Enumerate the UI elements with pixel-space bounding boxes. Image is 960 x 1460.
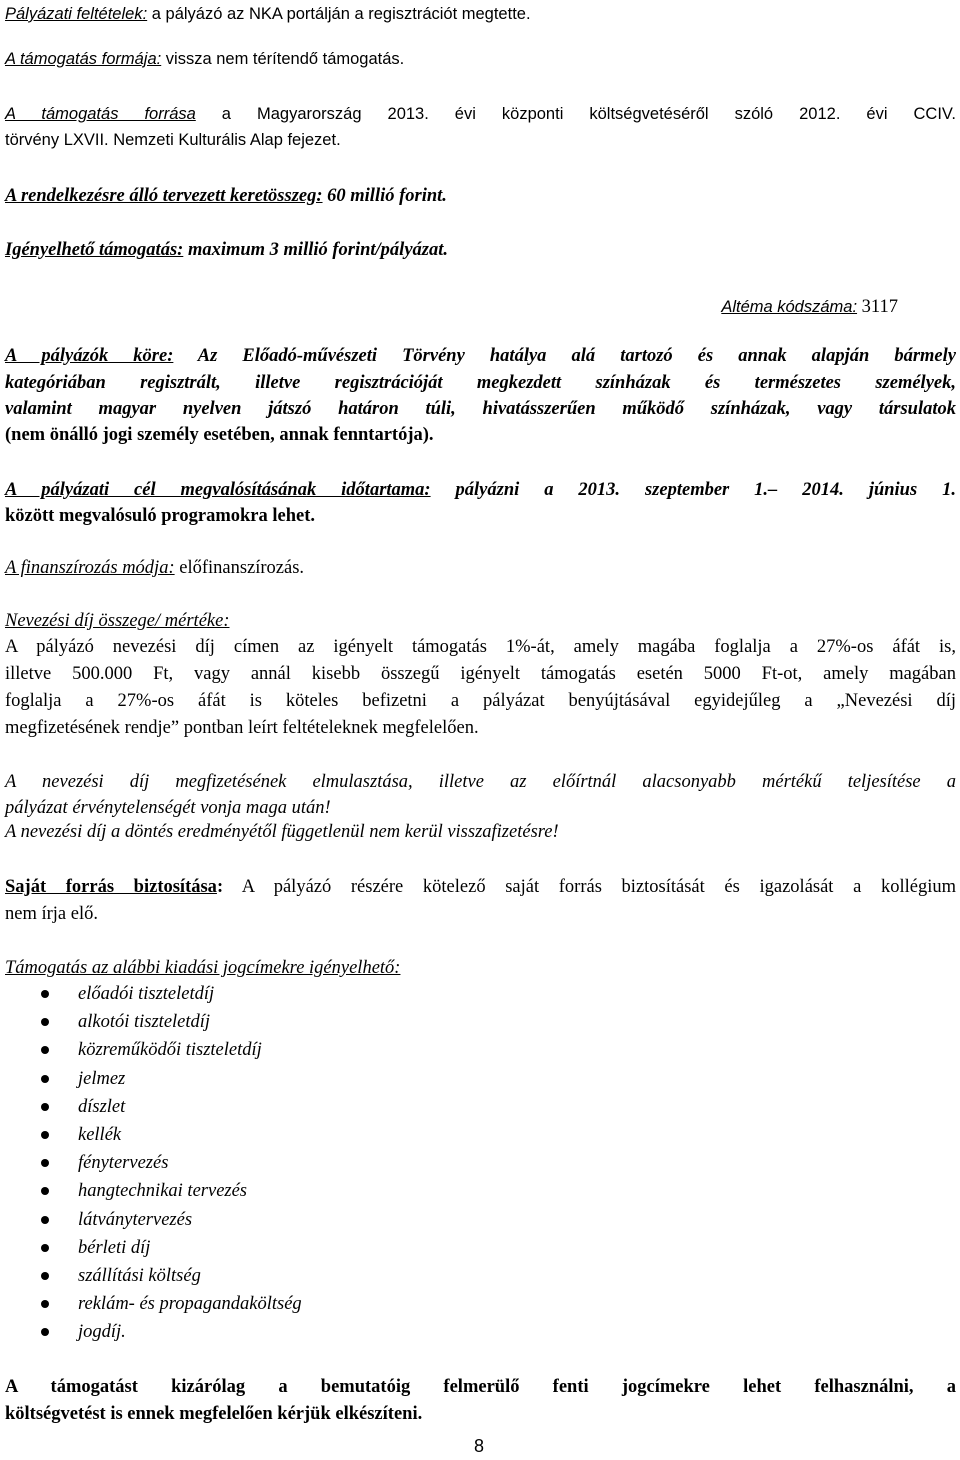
entry-fee-text1: A pályázó nevezési díj címen az igényelt támogatás 1%-át, amely magába foglalja a 27%-os áfát is, (5, 637, 956, 657)
list-item (5, 1290, 302, 1318)
own-source-line2 (5, 902, 98, 926)
bullet-icon (41, 1187, 49, 1195)
applicants-line3 (5, 397, 956, 421)
paragraph-budget (5, 184, 447, 208)
subtopic-code-label: Altéma kódszáma: (721, 298, 858, 316)
subtopic-code-value: 3117 (857, 297, 898, 317)
applicants-label: A pályázók köre: (5, 346, 174, 366)
applicants-line2 (5, 371, 956, 395)
bullet-icon (41, 1075, 49, 1083)
cost-categories-label: Támogatás az alábbi kiadási jogcímekre igényelhető: (5, 958, 401, 978)
financing-text: előfinanszírozás. (174, 558, 305, 578)
applicants-text2: kategóriában regisztrált, illetve regisztrációját megkezdett színházak és természetes személyek, (5, 373, 956, 393)
conditions-label: Pályázati feltételek: (5, 5, 148, 23)
warning-line1 (5, 770, 956, 794)
paragraph-support-form (5, 47, 404, 71)
list-item (5, 1318, 302, 1346)
closing-line1 (5, 1375, 956, 1399)
warning-line2 (5, 796, 331, 820)
subtopic-code (721, 295, 898, 319)
duration-label: A pályázati cél megvalósításának időtartama: (5, 480, 431, 500)
list-item-text: jogdíj. (78, 1322, 126, 1343)
support-source-text1: a Magyarország 2013. évi központi költségvetéséről szóló 2012. évi CCIV. (195, 105, 956, 123)
list-item-text: díszlet (78, 1096, 126, 1117)
list-item-text: reklám- és propagandaköltség (78, 1294, 302, 1315)
list-item-text: közreműködői tiszteletdíj (78, 1040, 262, 1061)
list-item (5, 1234, 302, 1262)
support-source-text2: törvény LXVII. Nemzeti Kulturális Alap fejezet. (5, 131, 341, 149)
budget-text: 60 millió forint. (322, 186, 447, 206)
cost-categories-list (5, 980, 302, 1346)
warning-text3: A nevezési díj a döntés eredményétől függetlenül nem kerül visszafizetésre! (5, 822, 559, 842)
bullet-icon (41, 1328, 49, 1336)
entry-fee-text2: illetve 500.000 Ft, vagy annál kisebb összegű igényelt támogatás esetén 5000 Ft-ot, amely magában (5, 664, 956, 684)
warning-line3 (5, 820, 559, 844)
own-source-text2: nem írja elő. (5, 904, 98, 924)
applicants-text1: Az Előadó-művészeti Törvény hatálya alá tartozó és annak alapján bármely (173, 346, 956, 366)
applicants-text3: valamint magyar nyelven játszó határon túli, hivatásszerűen működő színházak, vagy társulatok (5, 399, 956, 419)
list-item (5, 1065, 302, 1093)
entry-fee-label: Nevezési díj összege/ mértéke: (5, 611, 230, 631)
financing-mode (5, 556, 304, 580)
max-support-label: Igényelhető támogatás: (5, 240, 184, 260)
list-item (5, 1093, 302, 1121)
support-form-text: vissza nem térítendő támogatás. (161, 50, 405, 68)
list-item-text: kellék (78, 1124, 122, 1145)
support-source-label: A támogatás forrása (5, 105, 196, 123)
list-item-text: előadói tiszteletdíj (78, 984, 215, 1004)
own-source-label: Saját forrás biztosítása (5, 877, 217, 897)
list-item-text: látványtervezés (78, 1209, 193, 1230)
own-source-line1 (5, 875, 956, 899)
duration-text1: pályázni a 2013. szeptember 1.– 2014. június 1. (430, 480, 956, 500)
paragraph-support-source-line1 (5, 102, 956, 126)
bullet-icon (41, 1244, 49, 1252)
list-item-text: szállítási költség (78, 1265, 201, 1286)
applicants-text4: (nem önálló jogi személy esetében, annak fenntartója). (5, 425, 434, 445)
list-item (5, 1177, 302, 1205)
closing-text1: A támogatást kizárólag a bemutatóig felmerülő fenti jogcímekre lehet felhasználni, a (5, 1377, 956, 1397)
warning-text2: pályázat érvénytelenségét vonja maga után! (5, 798, 331, 818)
entry-fee-line1 (5, 635, 956, 659)
duration-line2 (5, 504, 315, 528)
page-number: 8 (474, 1436, 485, 1456)
bullet-icon (41, 990, 49, 998)
bullet-icon (41, 1300, 49, 1308)
list-item-text: jelmez (78, 1068, 126, 1089)
entry-fee-line4 (5, 716, 479, 740)
bullet-icon (41, 1046, 49, 1054)
paragraph-max-support (5, 238, 448, 262)
list-item-text: bérleti díj (78, 1237, 151, 1258)
list-item (5, 1036, 302, 1064)
support-form-label: A támogatás formája: (5, 50, 162, 68)
list-item (5, 1149, 302, 1177)
own-source-colon: : (216, 877, 224, 897)
duration-line1 (5, 478, 956, 502)
list-item-text: alkotói tiszteletdíj (78, 1012, 211, 1033)
conditions-text: a pályázó az NKA portálján a regisztrációt megtette. (147, 5, 531, 23)
bullet-icon (41, 1103, 49, 1111)
duration-text2: között megvalósuló programokra lehet. (5, 506, 316, 526)
applicants-line4 (5, 423, 434, 447)
entry-fee-line3 (5, 689, 956, 713)
entry-fee-text3: foglalja a 27%-os áfát is köteles befizetni a pályázat benyújtásával egyidejűleg a „Nevezési díj (5, 691, 956, 711)
entry-fee-line2 (5, 662, 956, 686)
list-item (5, 1262, 302, 1290)
max-support-text: maximum 3 millió forint/pályázat. (183, 240, 448, 260)
closing-line2 (5, 1402, 422, 1426)
bullet-icon (41, 1131, 49, 1139)
list-item-text: fénytervezés (78, 1153, 169, 1174)
closing-text2: költségvetést is ennek megfelelően kérjük elkészíteni. (5, 1404, 423, 1424)
warning-text1: A nevezési díj megfizetésének elmulasztása, illetve az előírtnál alacsonyabb mértékű teljesítése a (5, 772, 956, 792)
bullet-icon (41, 1018, 49, 1026)
bullet-icon (41, 1216, 49, 1224)
financing-label: A finanszírozás módja: (5, 558, 175, 578)
bullet-icon (41, 1272, 49, 1280)
paragraph-support-source-line2 (5, 128, 341, 152)
entry-fee-text4: megfizetésének rendje” pontban leírt feltételeknek megfelelően. (5, 718, 479, 738)
list-item (5, 1121, 302, 1149)
list-item (5, 1008, 302, 1036)
list-item (5, 1206, 302, 1234)
applicants-line1 (5, 344, 956, 368)
bullet-icon (41, 1159, 49, 1167)
list-item (5, 980, 302, 1008)
list-item-text: hangtechnikai tervezés (78, 1181, 248, 1202)
own-source-text1: A pályázó részére kötelező saját forrás biztosítását és igazolását a kollégium (223, 877, 956, 897)
budget-label: A rendelkezésre álló tervezett keretösszeg: (5, 186, 323, 206)
paragraph-conditions (5, 2, 531, 26)
